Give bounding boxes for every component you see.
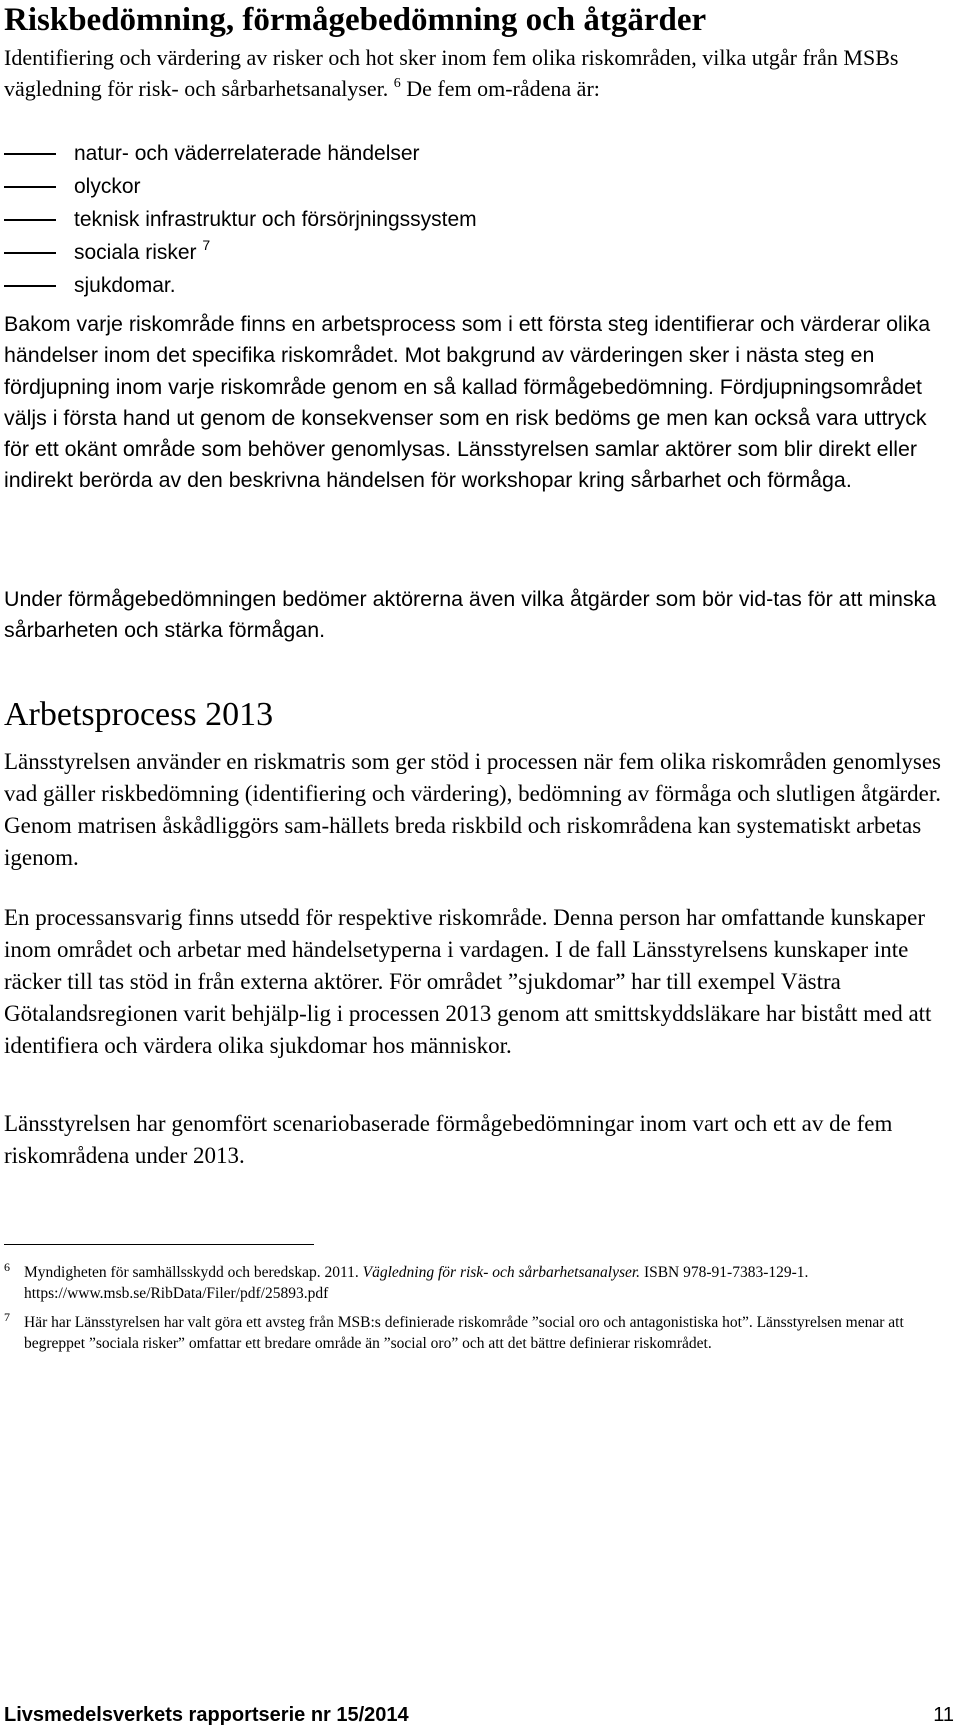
footnote-text: Myndigheten för samhällsskydd och beredskap. 2011. [24, 1264, 363, 1281]
body-paragraph: Länsstyrelsen använder en riskmatris som ger stöd i processen när fem olika riskområden genomlyses vad gäller riskbedömning (identifiering och värdering), bedömning av förmåga och slutligen åtgärder. Genom matrisen åskådliggörs sam-hällets breda riskbild och riskområdena kan systematiskt arbetas igenom. [4, 749, 942, 870]
footnote [4, 1262, 954, 1304]
intro-text: Identifiering och värdering av risker och hot sker inom fem olika riskområden, vilka utgår från MSBs vägledning för risk- och sårbarhetsanalyser. [4, 45, 899, 101]
intro-paragraph [4, 42, 949, 104]
footnote-number: 6 [4, 1260, 10, 1274]
page-title: Riskbedömning, förmågebedömning och åtgärder [4, 2, 707, 38]
list-item-label: sociala risker [74, 241, 197, 264]
footnote-ref-7[interactable]: 7 [202, 237, 211, 253]
footnote-number: 7 [4, 1310, 10, 1324]
list-item [4, 137, 477, 170]
body-paragraph: Länsstyrelsen har genomfört scenariobaserade förmågebedömningar inom vart och ett av de fem riskområdena under 2013. [4, 1111, 893, 1168]
process-paragraph: Bakom varje riskområde finns en arbetsprocess som i ett första steg identifierar och värderar olika händelser inom det specifika riskområdet. Mot bakgrund av värderingen sker i nästa steg en fördjupning inom varje riskområde genom en så kallad förmågebedömning. Fördjupningsområdet väljs i första hand ut genom de konsekvenser som en risk bedöms ge men kan också vara uttryck för ett okänt område som behöver genomlysas. Länsstyrelsen samlar aktörer som blir direkt eller indirekt berörda av den beskrivna händelsen för workshopar kring sårbarhet och förmåga. [4, 312, 931, 493]
footnote-ref-6[interactable]: 6 [393, 76, 401, 91]
footnote [4, 1312, 954, 1354]
intro-text-after: De fem om-rådena är: [400, 76, 600, 101]
footnotes [4, 1262, 954, 1362]
list-item [4, 236, 477, 269]
body-paragraph: En processansvarig finns utsedd för respektive riskområde. Denna person har omfattande kunskaper inom området och arbetar med händelsetyperna i vardagen. I de fall Länsstyrelsens kunskaper inte räcker till tas stöd in från externa aktörer. För området ”sjukdomar” har till exempel Västra Götalandsregionen varit behjälp-lig i processen 2013 genom att smittskyddsläkare har bistått med att identifiera och värdera olika sjukdomar hos människor. [4, 905, 932, 1058]
list-item-label: natur- och väderrelaterade händelser [74, 142, 420, 165]
footnote-italic-title: Vägledning för risk- och sårbarhetsanalyser. [362, 1264, 641, 1281]
section-heading: Arbetsprocess 2013 [4, 696, 274, 733]
footnote-divider [4, 1244, 314, 1245]
measures-paragraph: Under förmågebedömningen bedömer aktörerna även vilka åtgärder som bör vid-tas för att minska sårbarheten och stärka förmågan. [4, 587, 937, 643]
list-item-label: olyckor [74, 175, 141, 198]
list-item [4, 203, 477, 236]
list-item [4, 269, 477, 302]
footnote-text: Här har Länsstyrelsen har valt göra ett avsteg från MSB:s definierade riskområde ”social oro och antagonistiska hot”. Länsstyrelsen menar att begreppet ”sociala risker” omfattar ett bredare område än ”social oro” och att det bättre definierar riskområdet. [24, 1314, 904, 1352]
list-item-label: sjukdomar. [74, 274, 176, 297]
page-number: 11 [933, 1704, 954, 1726]
page-footer [4, 1700, 954, 1730]
report-series: Livsmedelsverkets rapportserie nr 15/2014 [4, 1704, 409, 1726]
footnote-text-after[interactable]: ISBN 978-91-7383-129-1. https://www.msb.se/RibData/Filer/pdf/25893.pdf [24, 1264, 809, 1302]
list-item [4, 170, 477, 203]
risk-area-list [4, 137, 477, 302]
list-item-label: teknisk infrastruktur och försörjningssystem [74, 208, 477, 231]
